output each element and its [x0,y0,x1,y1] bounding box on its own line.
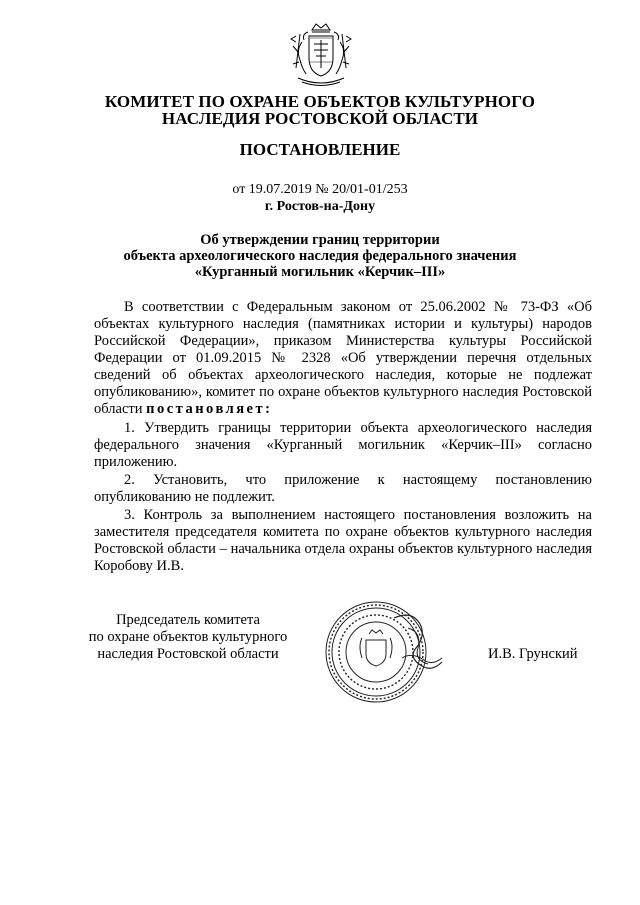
signer-title-line3: наследия Ростовской области [97,646,279,662]
document-city: г. Ростов-на-Дону [264,199,376,214]
subject-line1: Об утверждении границ территории [200,232,440,248]
organization-name-line2: НАСЛЕДИЯ РОСТОВСКОЙ ОБЛАСТИ [161,109,479,128]
organization-name-line1: КОМИТЕТ ПО ОХРАНЕ ОБЪЕКТОВ КУЛЬТУРНОГО [104,92,536,111]
subject-line2: объекта археологического наследия федерального значения [123,248,517,264]
resolution-item-3: 3. Контроль за выполнением настоящего постановления возложить на заместителя председателя комитета по охране объектов культурного наследия Ростовской области – начальника отдела охраны объектов культурного наследия Коробову И.В. [94,507,592,574]
coat-of-arms-icon [290,22,352,90]
resolves-word: постановляет: [146,401,273,417]
signer-title-line1: Председатель комитета [116,612,260,628]
document-type: ПОСТАНОВЛЕНИЕ [239,140,401,159]
signer-title [68,612,308,663]
document-date-number: от 19.07.2019 № 20/01-01/253 [232,182,408,197]
resolution-item-1: 1. Утвердить границы территории объекта археологического наследия федерального значения «Курганный могильник «Керчик–III» согласно приложению. [94,420,592,470]
official-stamp-icon [316,598,454,706]
signer-name: И.В. Грунский [488,646,578,662]
resolution-item-2: 2. Установить, что приложение к настоящему постановлению опубликованию не подлежит. [94,472,592,505]
subject-line3: «Курганный могильник «Керчик–III» [194,264,446,280]
signer-title-line2: по охране объектов культурного [88,629,288,645]
intro-paragraph [94,299,592,418]
intro-text: В соответствии с Федеральным законом от 25.06.2002 № 73-ФЗ «Об объектах культурного наследия (памятниках истории и культуры) народов Российской Федерации», приказом Министерства культуры Российской Федерации от 01.09.2015 № 2328 «Об утверждении перечня отдельных сведений об объектах археологического наследия, которые не подлежат опубликованию», комитет по охране объектов культурного наследия Ростовской области [94,299,592,417]
